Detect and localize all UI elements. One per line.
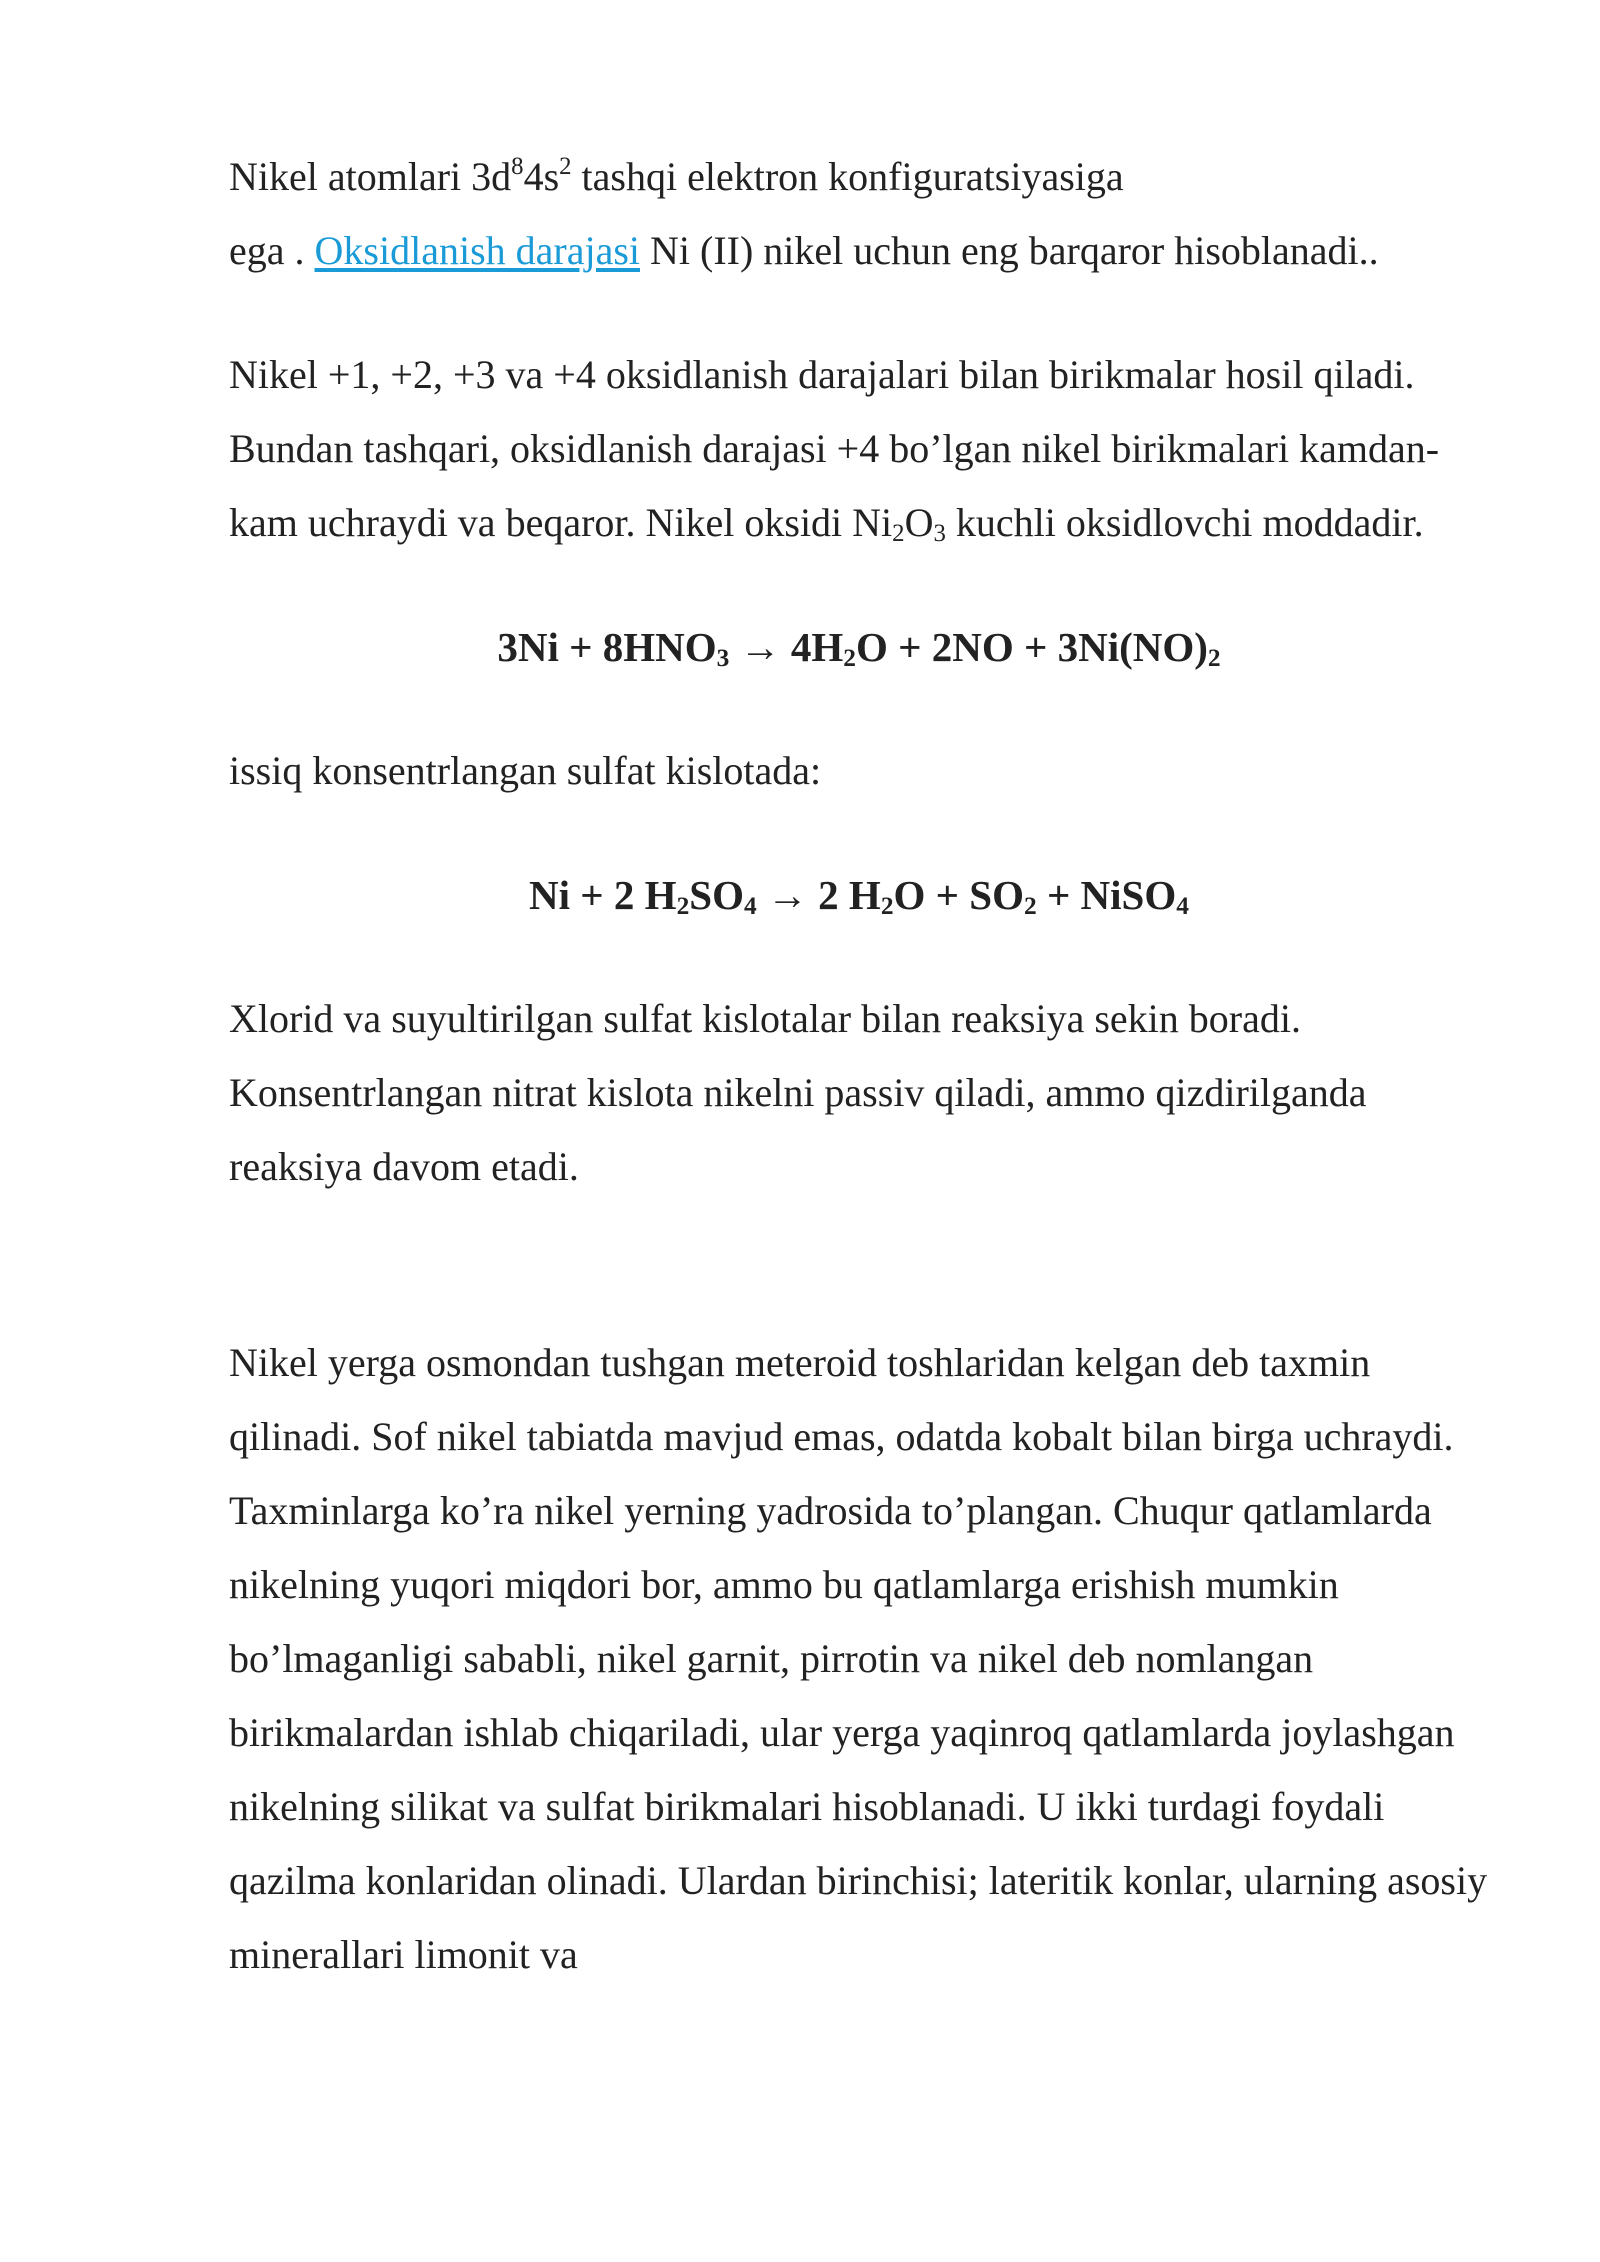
subscript: 2 <box>1207 644 1221 673</box>
equation-part: O + SO <box>893 872 1024 918</box>
superscript: 8 <box>511 152 524 180</box>
subscript: 4 <box>743 892 757 921</box>
equation-part: → 2 H <box>756 872 881 918</box>
equation-nitric-acid <box>229 610 1489 684</box>
document-page <box>229 140 1489 1992</box>
superscript: 2 <box>559 152 572 180</box>
subscript: 3 <box>933 519 946 547</box>
text-run: Nikel +1, +2, +3 va +4 oksidlanish darajalari bilan birikmalar hosil qiladi. Bundan tashqari, oksidlanish darajasi +4 bo’lgan nikel birikmalari kamdan-kam uchraydi va beqaror. Nikel oksidi Ni <box>229 352 1440 545</box>
subscript: 4 <box>1176 892 1189 921</box>
oxidation-state-link[interactable]: Oksidlanish darajasi <box>314 228 641 273</box>
subscript: 2 <box>880 892 894 921</box>
subscript: 2 <box>676 892 690 921</box>
subscript: 2 <box>892 519 905 547</box>
text-run: tashqi elektron konfiguratsiyasiga <box>571 154 1124 199</box>
text-run: 4s <box>523 154 560 199</box>
paragraph-sulfuric-intro: issiq konsentrlangan sulfat kislotada: <box>229 748 822 793</box>
equation-part: → 4H <box>729 624 844 670</box>
text-run: kuchli oksidlovchi moddadir. <box>945 500 1424 545</box>
text-run: Nikel atomlari 3d <box>229 154 512 199</box>
paragraph-electron-configuration <box>229 140 1489 288</box>
equation-part: SO <box>689 872 744 918</box>
equation-part: O + 2NO + 3Ni(NO) <box>855 624 1208 670</box>
paragraph-occurrence: Nikel yerga osmondan tushgan meteroid toshlaridan kelgan deb taxmin qilinadi. Sof nikel tabiatda mavjud emas, odatda kobalt bilan birga uchraydi. Taxminlarga ko’ra nikel yerning yadrosida to’plangan. Chuqur qatlamlarda nikelning yuqori miqdori bor, ammo bu qatlamlarga erishish mumkin bo’lmaganligi sababli, nikel garnit, pirrotin va nikel deb nomlangan birikmalardan ishlab chiqariladi, ular yerga yaqinroq qatlamlarda joylashgan nikelning silikat va sulfat birikmalari hisoblanadi. U ikki turdagi foydali qazilma konlaridan olinadi. Ulardan birinchisi; lateritik konlar, ularning asosiy minerallari limonit va <box>229 1340 1488 1977</box>
text-run: O <box>904 500 934 545</box>
text-run: ega . <box>229 228 315 273</box>
text-run: Ni (II) nikel uchun eng barqaror hisoblanadi.. <box>640 228 1379 273</box>
equation-part: + NiSO <box>1036 872 1177 918</box>
subscript: 2 <box>843 644 856 673</box>
equation-part: Ni + 2 H <box>529 872 677 918</box>
paragraph-oxidation-states <box>229 338 1489 560</box>
subscript: 3 <box>716 644 730 673</box>
equation-sulfuric-acid <box>229 858 1489 932</box>
subscript: 2 <box>1023 892 1037 921</box>
equation-part: 3Ni + 8HNO <box>497 624 717 670</box>
paragraph-acid-reactions: Xlorid va suyultirilgan sulfat kislotalar bilan reaksiya sekin boradi. Konsentrlangan nitrat kislota nikelni passiv qiladi, ammo qizdirilganda reaksiya davom etadi. <box>229 996 1367 1189</box>
